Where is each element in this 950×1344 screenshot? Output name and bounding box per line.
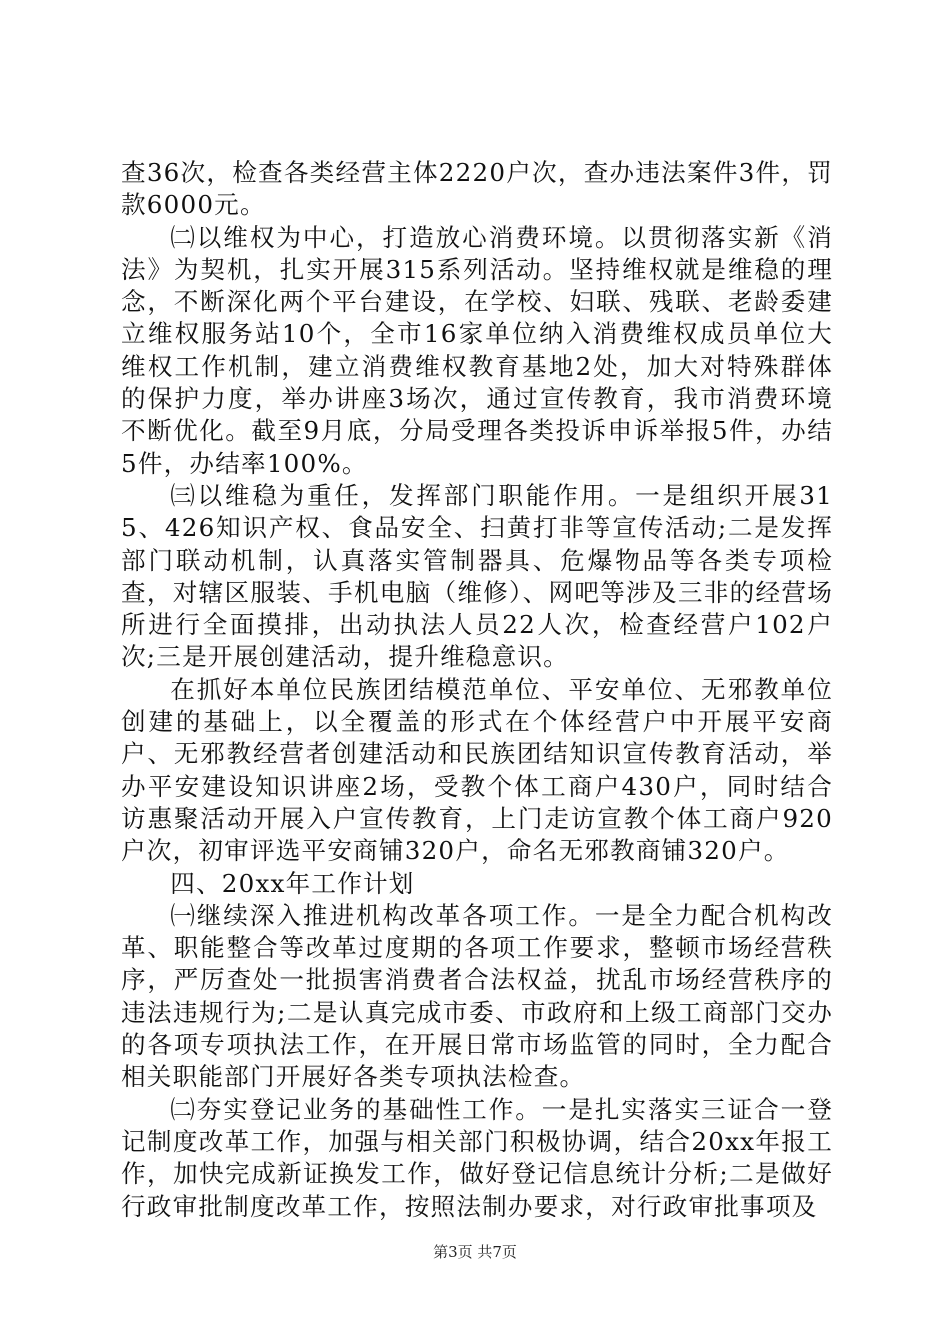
paragraph-3: ㈢以维稳为重任，发挥部门职能作用。一是组织开展315、426知识产权、食品安全、扫黄打非等宣传活动;二是发挥部门联动机制，认真落实管制器具、危爆物品等各类专项检查，对辖区服装、手机电脑（维修）、网吧等涉及三非的经营场所进行全面摸排，出动执法人员22人次，检查经营户102户次;三是开展创建活动，提升维稳意识。 xyxy=(121,480,833,672)
paragraph-4: 在抓好本单位民族团结模范单位、平安单位、无邪教单位创建的基础上，以全覆盖的形式在个体经营户中开展平安商户、无邪教经营者创建活动和民族团结知识宣传教育活动，举办平安建设知识讲座2场，受教个体工商户430户，同时结合访惠聚活动开展入户宣传教育，上门走访宣教个体工商户920户次，初审评选平安商铺320户，命名无邪教商铺320户。 xyxy=(121,674,833,866)
paragraph-7: ㈡夯实登记业务的基础性工作。一是扎实落实三证合一登记制度改革工作，加强与相关部门积极协调，结合20xx年报工作，加快完成新证换发工作，做好登记信息统计分析;二是做好行政审批制度改革工作，按照法制办要求，对行政审批事项及 xyxy=(121,1094,833,1221)
section-heading: 四、20xx年工作计划 xyxy=(170,868,415,898)
paragraph-6: ㈠继续深入推进机构改革各项工作。一是全力配合机构改革、职能整合等改革过度期的各项工作要求，整顿市场经营秩序，严厉查处一批损害消费者合法权益，扰乱市场经营秩序的违法违规行为;二是认真完成市委、市政府和上级工商部门交办的各项专项执法工作，在开展日常市场监管的同时，全力配合相关职能部门开展好各类专项执法检查。 xyxy=(121,900,833,1092)
paragraph-1: 查36次，检查各类经营主体2220户次，查办违法案件3件，罚款6000元。 xyxy=(121,158,833,220)
paragraph-2: ㈡以维权为中心，打造放心消费环境。以贯彻落实新《消法》为契机，扎实开展315系列活动。坚持维权就是维稳的理念，不断深化两个平台建设，在学校、妇联、残联、老龄委建立维权服务站10个，全市16家单位纳入消费维权成员单位大维权工作机制，建立消费维权教育基地2处，加大对特殊群体的保护力度，举办讲座3场次，通过宣传教育，我市消费环境不断优化。截至9月底，分局受理各类投诉申诉举报5件，办结5件，办结率100%。 xyxy=(121,222,833,478)
page-number-footer: 第3页 共7页 xyxy=(433,1243,517,1261)
document-body xyxy=(121,157,833,1223)
